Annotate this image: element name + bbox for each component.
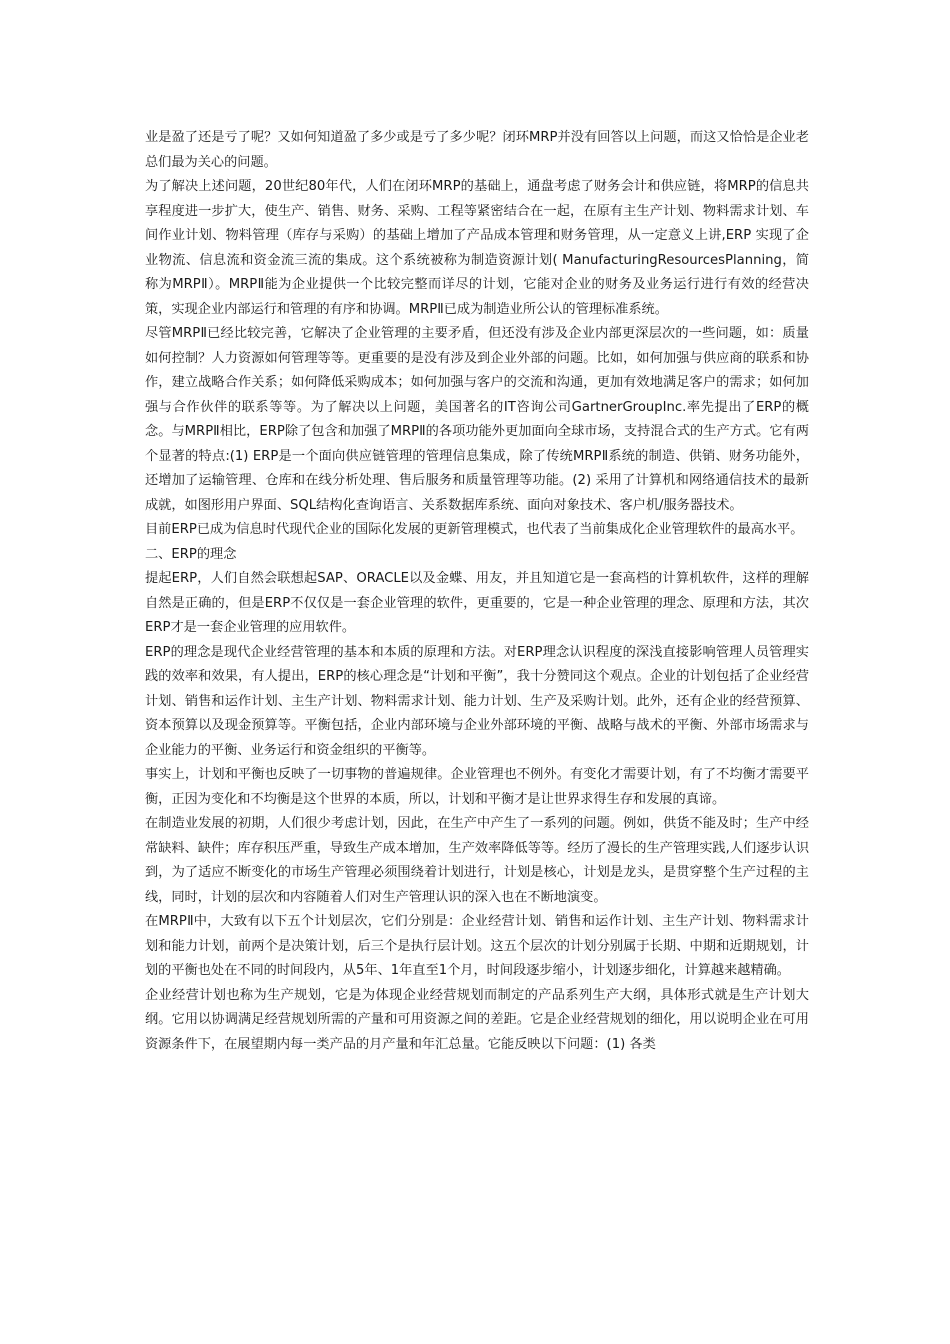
document-body [145, 126, 809, 1057]
paragraph-mrp2-origin: 为了解决上述问题，20世纪80年代，人们在闭环MRP的基础上，通盘考虑了财务会计和供应链，将MRP的信息共享程度进一步扩大，使生产、销售、财务、采购、工程等紧密结合在一起，在原有主生产计划、物料需求计划、车间作业计划、物料管理（库存与采购）的基础上增加了产品成本管理和财务管理，从一定意义上讲,ERP 实现了企业物流、信息流和资金流三流的集成。这个系统被称为制造资源计划( ManufacturingResourcesPlanning，简称为MRPⅡ）。MRPⅡ能为企业提供一个比较完整而详尽的计划，它能对企业的财务及业务运行进行有效的经营决策，实现企业内部运行和管理的有序和协调。MRPⅡ已成为制造业所公认的管理标准系统。 [145, 179, 809, 317]
paragraph-manufacturing-history: 在制造业发展的初期，人们很少考虑计划，因此，在生产中产生了一系列的问题。例如，供货不能及时；生产中经常缺料、缺件；库存积压严重，导致生产成本增加，生产效率降低等等。经历了漫长的生产管理实践,人们逐步认识到，为了适应不断变化的市场生产管理必须围绕着计划进行，计划是核心，计划是龙头，是贯穿整个生产过程的主线，同时，计划的层次和内容随着人们对生产管理认识的深入也在不断地演变。 [145, 816, 809, 905]
paragraph-closed-loop-mrp: 业是盈了还是亏了呢？又如何知道盈了多少或是亏了多少呢？闭环MRP并没有回答以上问题，而这又恰恰是企业老总们最为关心的问题。 [145, 130, 809, 170]
paragraph-erp-understanding: 提起ERP，人们自然会联想起SAP、ORACLE以及金蝶、用友，并且知道它是一套高档的计算机软件，这样的理解自然是正确的，但是ERP不仅仅是一套企业管理的软件，更重要的，它是一种企业管理的理念、原理和方法，其次ERP才是一套企业管理的应用软件。 [145, 571, 809, 635]
paragraph-plan-and-balance: ERP的理念是现代企业经营管理的基本和本质的原理和方法。对ERP理念认识程度的深浅直接影响管理人员管理实践的效率和效果，有人提出，ERP的核心理念是“计划和平衡”，我十分赞同这个观点。企业的计划包括了企业经营计划、销售和运作计划、主生产计划、物料需求计划、能力计划、生产及采购计划。此外，还有企业的经营预算、资本预算以及现金预算等。平衡包括，企业内部环境与企业外部环境的平衡、战略与战术的平衡、外部市场需求与企业能力的平衡、业务运行和资金组织的平衡等。 [145, 644, 809, 758]
section-heading-erp-philosophy: 二、ERP的理念 [145, 546, 237, 562]
paragraph-erp-status: 目前ERP已成为信息时代现代企业的国际化发展的更新管理模式，也代表了当前集成化企业管理软件的最高水平。 [145, 522, 804, 537]
paragraph-erp-concept: 尽管MRPⅡ已经比较完善，它解决了企业管理的主要矛盾，但还没有涉及企业内部更深层次的一些问题，如：质量如何控制？人力资源如何管理等等。更重要的是没有涉及到企业外部的问题。比如，如何加强与供应商的联系和协作，建立战略合作关系；如何降低采购成本；如何加强与客户的交流和沟通，更加有效地满足客户的需求；如何加强与合作伙伴的联系等等。为了解决以上问题，美国著名的IT咨询公司GartnerGroupInc.率先提出了ERP的概念。与MRPⅡ相比，ERP除了包含和加强了MRPⅡ的各项功能外更加面向全球市场，支持混合式的生产方式。它有两个显著的特点:(1) ERP是一个面向供应链管理的管理信息集成，除了传统MRPⅡ系统的制造、供销、财务功能外，还增加了运输管理、仓库和在线分析处理、售后服务和质量管理等功能。(2) 采用了计算机和网络通信技术的最新成就，如图形用户界面、SQL结构化查询语言、关系数据库系统、面向对象技术、客户机/服务器技术。 [145, 326, 809, 513]
paragraph-business-plan: 企业经营计划也称为生产规划，它是为体现企业经营规划而制定的产品系列生产大纲，具体形式就是生产计划大纲。它用以协调满足经营规划所需的产量和可用资源之间的差距。它是企业经营规划的细化，用以说明企业在可用资源条件下，在展望期内每一类产品的月产量和年汇总量。它能反映以下问题：(1) 各类 [145, 987, 809, 1052]
paragraph-plan-levels: 在MRPⅡ中，大致有以下五个计划层次，它们分别是：企业经营计划、销售和运作计划、主生产计划、物料需求计划和能力计划，前两个是决策计划，后三个是执行层计划。这五个层次的计划分别属于长期、中期和近期规划，计划的平衡也处在不同的时间段内，从5年、1年直至1个月，时间段逐步缩小，计划逐步细化，计算越来越精确。 [145, 914, 809, 978]
paragraph-universal-law: 事实上，计划和平衡也反映了一切事物的普遍规律。企业管理也不例外。有变化才需要计划，有了不均衡才需要平衡，正因为变化和不均衡是这个世界的本质，所以，计划和平衡才是让世界求得生存和发展的真谛。 [145, 767, 809, 807]
